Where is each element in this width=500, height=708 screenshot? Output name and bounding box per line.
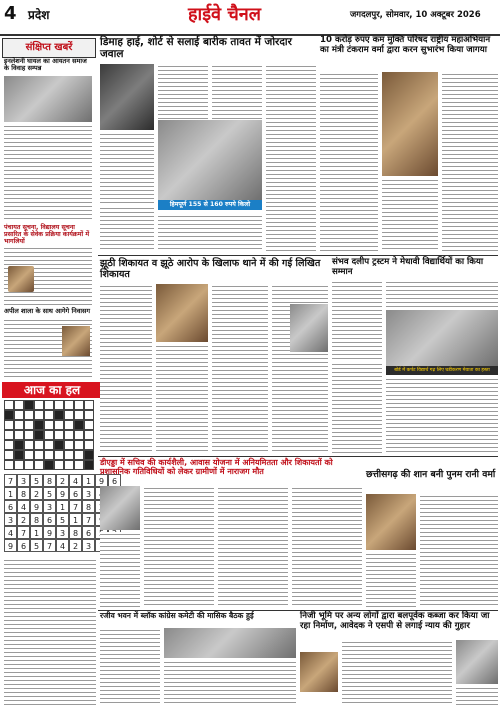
- crossword-cell: [84, 450, 94, 460]
- mid-right-text-col2: [332, 362, 382, 454]
- left-story3-photo: [62, 326, 90, 356]
- brief-news-title: संक्षिप्त खबरें: [25, 42, 73, 53]
- sudoku-cell: 3: [82, 539, 95, 552]
- crossword-cell: [64, 430, 74, 440]
- sudoku-cell: 3: [43, 500, 56, 513]
- crossword-cell: [34, 440, 44, 450]
- mid-right-caption-bar: [386, 366, 498, 375]
- crossword-cell: [84, 460, 94, 470]
- crossword-cell: [14, 420, 24, 430]
- sudoku-cell: 8: [30, 513, 43, 526]
- crossword-cell: [24, 450, 34, 460]
- crossword-cell: [44, 460, 54, 470]
- crossword-cell: [64, 460, 74, 470]
- sudoku-cell: 5: [30, 539, 43, 552]
- sudoku-cell: 9: [95, 474, 108, 487]
- lower-right-headline: छत्तीसगढ़ की शान बनी पुनम रानी वर्मा: [366, 469, 496, 480]
- top-story-text-bottom-left: [100, 206, 154, 252]
- sudoku-cell: 1: [69, 513, 82, 526]
- crossword-cell: [14, 400, 24, 410]
- top-story-photo-left: [100, 64, 154, 130]
- crossword-cell: [34, 460, 44, 470]
- crossword-cell: [4, 420, 14, 430]
- crossword-cell: [24, 460, 34, 470]
- page-number: 4: [4, 3, 17, 24]
- crossword-cell: [54, 410, 64, 420]
- lower-text-col4: [292, 486, 362, 608]
- crossword-cell: [24, 440, 34, 450]
- sudoku-cell: 4: [4, 526, 17, 539]
- mid-right-text-bottom: [386, 377, 498, 454]
- bottom-right-text-end: [456, 686, 498, 706]
- sudoku-cell: 7: [43, 539, 56, 552]
- lower-right-text-col1: [366, 552, 416, 608]
- sudoku-cell: 9: [4, 539, 17, 552]
- lower-right-text-col2: [420, 494, 498, 608]
- bottom-mid-text-col2: [164, 660, 296, 706]
- left-story1-headline: इनलेशनी घायल का आयतन समाज के विवाह सम्पन्न: [4, 57, 87, 73]
- crossword-cell: [14, 430, 24, 440]
- lower-story-photo: [100, 486, 140, 530]
- crossword-cell: [64, 400, 74, 410]
- sudoku-cell: 9: [30, 500, 43, 513]
- middle-photo-person: [290, 304, 328, 352]
- crossword-cell: [44, 430, 54, 440]
- newspaper-brand: हाईवे चैनल: [188, 4, 261, 25]
- top-story-market-photo: [158, 120, 262, 200]
- crossword-cell: [74, 430, 84, 440]
- middle-story-headline: झूठी शिकायत व झूठे आरोप के खिलाफ थाने में की गई लिखित शिकायत: [100, 258, 321, 281]
- sudoku-cell: 8: [82, 500, 95, 513]
- mid-right-photo: [386, 310, 498, 366]
- crossword-grid: [4, 400, 102, 470]
- sudoku-cell: 4: [69, 474, 82, 487]
- brief-news-box: [2, 38, 96, 58]
- sudoku-cell: 3: [4, 513, 17, 526]
- mid-right-text-top: [386, 280, 498, 310]
- sudoku-cell: 6: [82, 526, 95, 539]
- crossword-cell: [44, 450, 54, 460]
- crossword-cell: [84, 410, 94, 420]
- sudoku-cell: 4: [17, 500, 30, 513]
- crossword-cell: [44, 440, 54, 450]
- sudoku-cell: 1: [4, 487, 17, 500]
- puzzle-title: आज का हल: [23, 383, 81, 397]
- middle-photo-document: [156, 284, 208, 342]
- right-top-photo: [382, 72, 438, 176]
- puzzle-banner: [2, 382, 102, 398]
- sudoku-cell: 7: [4, 474, 17, 487]
- sudoku-cell: 3: [56, 526, 69, 539]
- sudoku-cell: 5: [56, 513, 69, 526]
- right-top-text-col2: [382, 178, 438, 252]
- sudoku-cell: 5: [30, 474, 43, 487]
- crossword-cell: [84, 430, 94, 440]
- crossword-cell: [64, 420, 74, 430]
- crossword-cell: [74, 410, 84, 420]
- bottom-right-photo-left: [300, 652, 338, 692]
- lower-text-col2: [144, 486, 214, 608]
- sudoku-cell: 2: [56, 474, 69, 487]
- left-story2-headline: पंचायत सूचना, विद्यालय सूचना प्रसारित के सेवेक प्रक्रिया कार्यक्रमों में भागलियों: [4, 224, 90, 246]
- middle-text-col1: [100, 284, 152, 454]
- crossword-cell: [64, 440, 74, 450]
- crossword-cell: [14, 460, 24, 470]
- sudoku-cell: 1: [56, 500, 69, 513]
- sudoku-cell: 6: [17, 539, 30, 552]
- left-bottom-text: [4, 558, 96, 706]
- crossword-cell: [24, 420, 34, 430]
- middle-text-col2: [156, 344, 208, 454]
- crossword-cell: [74, 450, 84, 460]
- crossword-cell: [84, 440, 94, 450]
- crossword-cell: [54, 460, 64, 470]
- crossword-cell: [84, 420, 94, 430]
- left-story2-photo: [8, 266, 34, 292]
- sudoku-cell: 5: [43, 487, 56, 500]
- crossword-cell: [74, 420, 84, 430]
- sudoku-cell: 6: [108, 474, 121, 487]
- crossword-cell: [54, 450, 64, 460]
- right-top-headline: 10 करोड़ रुपए कम मुक्ति परिषद राष्ट्रीय महाअभियान का मंत्री टंकराम वर्मा द्वारा करन सुभारंभ किया जागया: [320, 35, 491, 55]
- crossword-cell: [34, 430, 44, 440]
- sudoku-cell: 3: [82, 487, 95, 500]
- sudoku-cell: 8: [17, 487, 30, 500]
- sudoku-cell: 4: [56, 539, 69, 552]
- crossword-cell: [44, 410, 54, 420]
- crossword-cell: [24, 410, 34, 420]
- crossword-cell: [54, 400, 64, 410]
- crossword-cell: [4, 400, 14, 410]
- sudoku-cell: 8: [43, 474, 56, 487]
- middle-text-col3: [212, 284, 268, 454]
- crossword-cell: [4, 440, 14, 450]
- lower-text-col3: [218, 486, 288, 608]
- crossword-cell: [4, 410, 14, 420]
- lower-right-photo: [366, 494, 416, 550]
- sudoku-cell: 1: [30, 526, 43, 539]
- crossword-cell: [4, 430, 14, 440]
- sudoku-cell: 2: [69, 539, 82, 552]
- left-story1-photo: [4, 76, 92, 122]
- bottom-mid-photo: [164, 628, 296, 658]
- top-story-text-bottom: [158, 214, 262, 252]
- crossword-cell: [34, 400, 44, 410]
- lower-story-headline: डीएड्डा में सचिव की कार्यशैली, आवास योजना में अनियमितता और शिकायतों को प्रशासनिक गतिविधियों को लेकर ग्रामीणों में नाराजग मौत: [100, 458, 333, 477]
- crossword-cell: [34, 450, 44, 460]
- bottom-mid-text-col1: [100, 628, 160, 706]
- page-header: [0, 0, 500, 36]
- top-story-headline: डिमाह हाई, शोर्ट से सलाई बारीक तावत में जोरदार जवाल: [100, 36, 292, 61]
- sudoku-cell: 7: [82, 513, 95, 526]
- crossword-cell: [64, 410, 74, 420]
- sudoku-cell: 7: [69, 500, 82, 513]
- bottom-right-photo-right: [456, 640, 498, 684]
- crossword-cell: [44, 420, 54, 430]
- section-name: प्रदेश: [28, 8, 50, 22]
- crossword-cell: [74, 460, 84, 470]
- sudoku-cell: 6: [43, 513, 56, 526]
- crossword-cell: [84, 400, 94, 410]
- mid-right-headline: संभव दलीप ट्रस्टम ने मेधावी विद्यार्थियों का किया सम्मान: [332, 257, 484, 277]
- crossword-cell: [14, 440, 24, 450]
- top-story-text-col0: [100, 132, 154, 204]
- sudoku-cell: 3: [17, 474, 30, 487]
- crossword-cell: [44, 400, 54, 410]
- crossword-cell: [14, 450, 24, 460]
- crossword-cell: [4, 450, 14, 460]
- left-story1-text: [4, 124, 92, 222]
- crossword-cell: [74, 400, 84, 410]
- sudoku-cell: 7: [17, 526, 30, 539]
- sudoku-cell: 8: [69, 526, 82, 539]
- crossword-cell: [24, 400, 34, 410]
- bottom-mid-headline: रजीव भवन में ब्लॉक कांग्रेस कमेटी की मासिक बैठक हुई: [100, 611, 254, 620]
- crossword-cell: [34, 410, 44, 420]
- sudoku-cell: 9: [56, 487, 69, 500]
- place-date: जगदलपुर, सोमवार, 10 अक्टूबर 2026: [350, 10, 481, 20]
- crossword-cell: [74, 440, 84, 450]
- mid-right-caption: बोर्ड में कर्पट विद्यार्थ गढ़ लिए घडीकरण मेवाता का हस्ता: [394, 368, 490, 373]
- crossword-cell: [54, 430, 64, 440]
- crossword-cell: [54, 440, 64, 450]
- lower-text-col1: [100, 532, 140, 608]
- crossword-cell: [4, 460, 14, 470]
- crossword-cell: [54, 420, 64, 430]
- sudoku-cell: 1: [82, 474, 95, 487]
- mid-right-text-col1: [332, 280, 382, 360]
- top-story-banner: हिमपूर्ण 155 से 160 रुपये किलो: [158, 200, 262, 210]
- crossword-cell: [64, 450, 74, 460]
- left-story3-headline: अपील शाला के साथ आगेगे निवासग: [4, 307, 91, 315]
- sudoku-cell: 2: [30, 487, 43, 500]
- divider: [98, 255, 498, 256]
- crossword-cell: [14, 410, 24, 420]
- crossword-cell: [34, 420, 44, 430]
- bottom-right-text: [342, 640, 452, 706]
- right-top-text-col1: [320, 72, 378, 252]
- sudoku-cell: 6: [69, 487, 82, 500]
- crossword-cell: [24, 430, 34, 440]
- top-story-text-col3: [266, 64, 316, 252]
- sudoku-cell: 2: [17, 513, 30, 526]
- sudoku-cell: 9: [43, 526, 56, 539]
- bottom-right-headline: निजी भूमि पर अन्य लोगों द्वारा बलपूर्वक कब्जा कर किया जा रहा निर्माण, आवेदक ने एसपी से लगाई न्याय की गुहार: [300, 611, 490, 631]
- divider: [98, 456, 498, 457]
- right-top-text-col3: [442, 72, 498, 252]
- sudoku-cell: 6: [4, 500, 17, 513]
